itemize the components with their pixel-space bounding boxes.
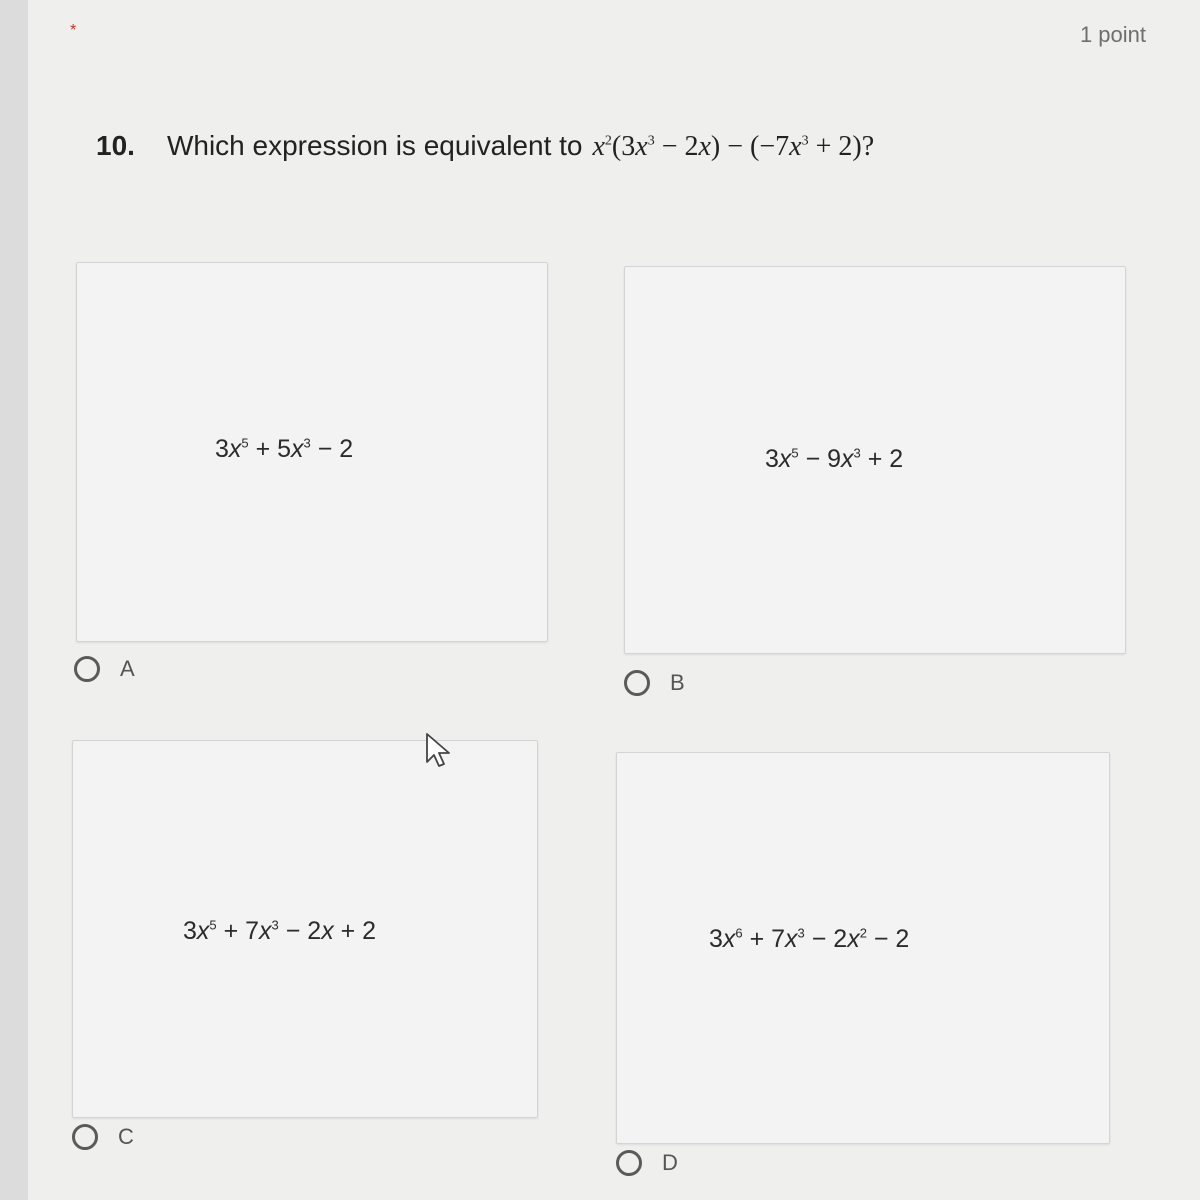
points-label: 1 point bbox=[1079, 22, 1146, 47]
question-text: Which expression is equivalent to bbox=[166, 130, 583, 161]
choice-d-radio[interactable] bbox=[616, 1150, 642, 1176]
choice-c-expression: $3x^5 + 7x^3 - 2x + 2$ bbox=[183, 917, 377, 945]
required-mark: * bbox=[70, 22, 77, 39]
choice-b-card[interactable] bbox=[624, 266, 1126, 654]
choice-d-option[interactable] bbox=[616, 1150, 678, 1176]
choice-c-radio[interactable] bbox=[72, 1124, 98, 1150]
choice-b-option[interactable] bbox=[624, 670, 685, 696]
choice-c-option[interactable] bbox=[72, 1124, 134, 1150]
choice-a-expression: $3x^5 + 5x^3 - 2$ bbox=[215, 435, 354, 463]
left-edge bbox=[0, 0, 28, 1200]
choice-a-option[interactable] bbox=[74, 656, 135, 682]
mouse-pointer-icon bbox=[424, 732, 454, 772]
choice-b-label: B bbox=[670, 670, 685, 695]
question-number: 10. bbox=[96, 130, 135, 161]
choice-d-expression: $3x^6 + 7x^3 - 2x^2 - 2$ bbox=[709, 925, 910, 953]
choice-a-card[interactable] bbox=[76, 262, 548, 642]
question-expression: $x^2(3x^3 - 2x) - (-7x^3 + 2)$? bbox=[592, 131, 875, 162]
choice-c-label: C bbox=[118, 1124, 134, 1149]
choice-d-label: D bbox=[662, 1150, 678, 1175]
choice-a-label: A bbox=[120, 656, 135, 681]
question-title bbox=[96, 130, 874, 163]
choice-c-card[interactable] bbox=[72, 740, 538, 1118]
choice-d-card[interactable] bbox=[616, 752, 1110, 1144]
choice-a-radio[interactable] bbox=[74, 656, 100, 682]
choice-b-expression: $3x^5 - 9x^3 + 2$ bbox=[765, 445, 904, 473]
choice-b-radio[interactable] bbox=[624, 670, 650, 696]
